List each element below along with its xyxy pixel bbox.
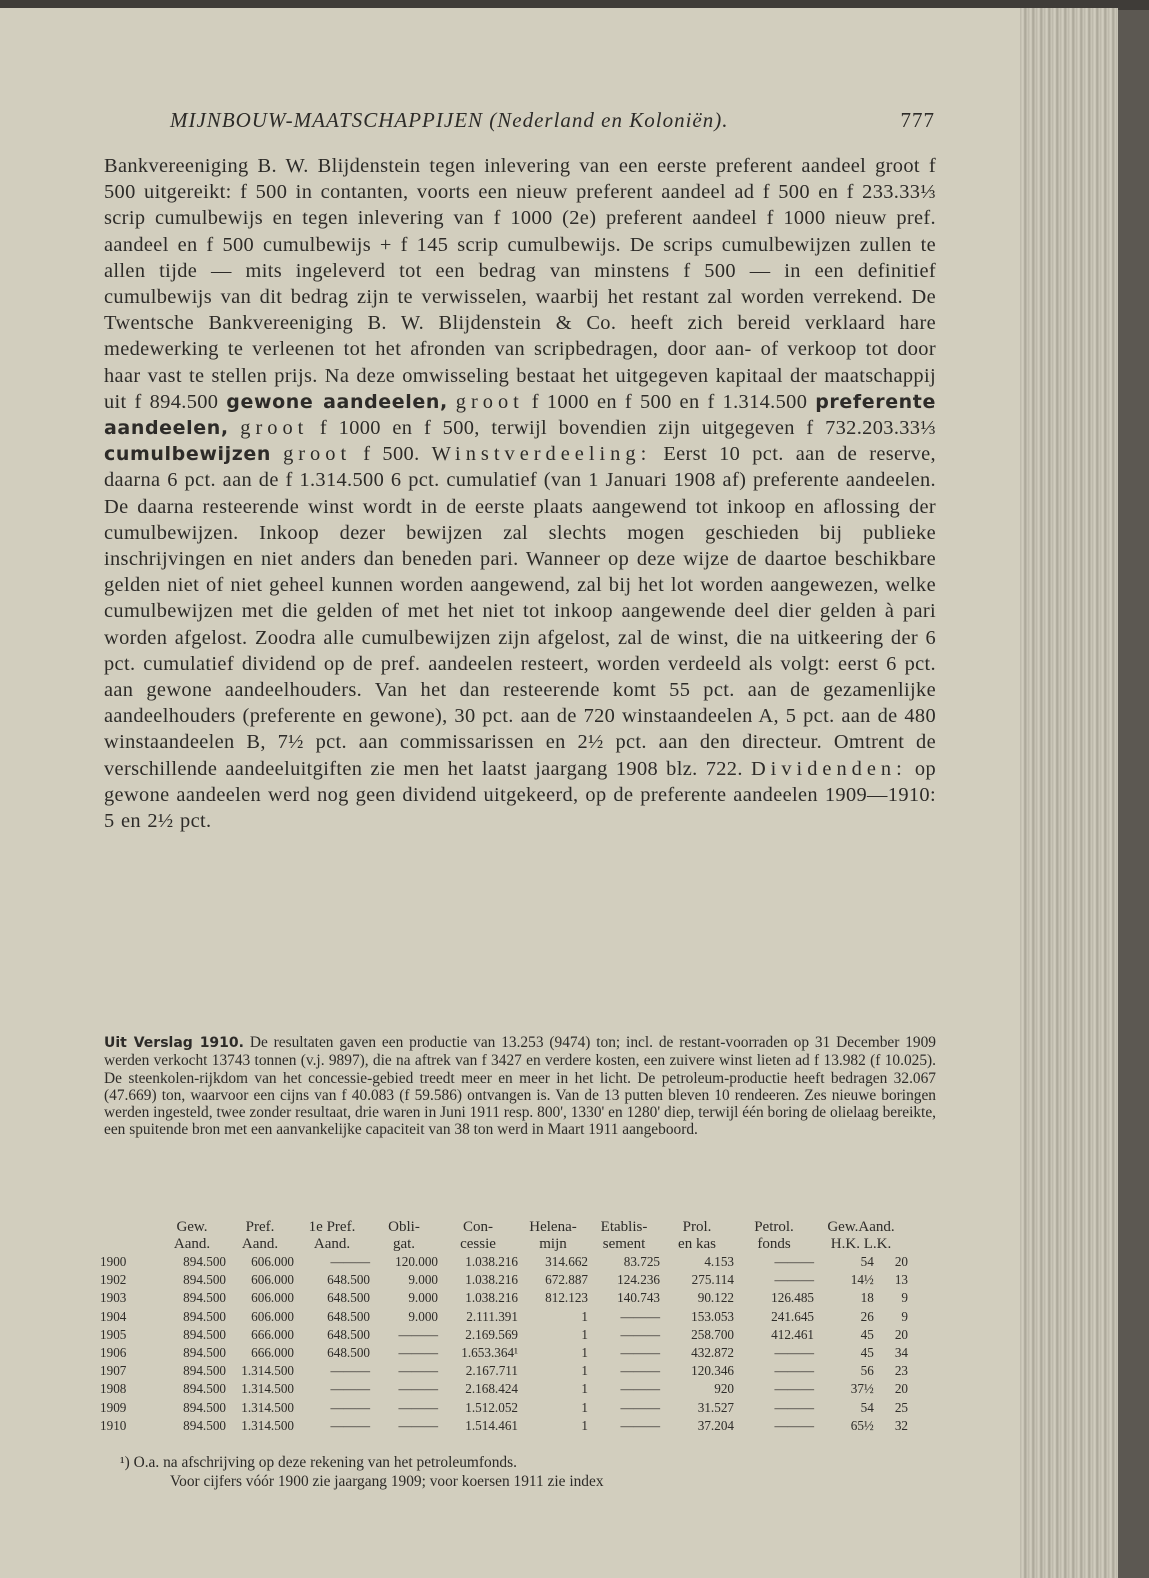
- body-text-5: Eerst 10 pct. aan de reserve, daarna 6 pct. aan de f 1.314.500 6 pct. cumulatief (van 1 Januari 1908 af) preferente aandeelen. De daarna resteerende winst wordt in de eerste plaats aangewend tot inkoop en aflossing der cumulbewijzen. Inkoop dezer bewijzen zal slechts mogen geschieden bij publieke inschrijvingen en niet anders dan beneden pari. Wanneer op deze wijze de daartoe beschikbare gelden niet of niet geheel kunnen worden aangewend, zal bij het lot worden aangewezen, welke cumulbewijzen met die gelden of met het niet tot inkoop aangewende deel dier gelden à pari worden afgelost. Zoodra alle cumulbewijzen zijn afgelost, zal de winst, die na uitkeering der 6 pct. cumulatief dividend op de pref. aandeelen resteert, worden verdeeld als volgt: eerst 6 pct. aan gewone aandeelhouders. Van het dan resteerende komt 55 pct. aan de gezamenlijke aandeelhouders (preferente en gewone), 30 pct. aan de 720 winstaandeelen A, 5 pct. aan de 480 winstaandeelen B, 7½ pct. aan commissarissen en 2½ pct. aan den directeur. Omtrent de verschillende aandeeluitgiften zie men het laatst jaargang 1908 blz. 722.: [104, 443, 936, 780]
- table-row: [100, 1417, 908, 1435]
- table-row: [100, 1362, 908, 1380]
- report-paragraph: [104, 1034, 936, 1139]
- table-cell: 54: [860, 1399, 874, 1415]
- table-cell: 1.653.364¹: [461, 1345, 518, 1361]
- table-cell: 1: [581, 1363, 588, 1379]
- table-cell: ———: [330, 1417, 370, 1433]
- table-cell: 18: [860, 1290, 874, 1306]
- main-paragraph: [104, 153, 936, 834]
- table-cell: 9: [901, 1308, 908, 1324]
- table-cell-year: 1905: [100, 1326, 127, 1342]
- bold-term-gewone: gewone aandeelen,: [226, 390, 448, 413]
- table-cell-year: 1908: [100, 1381, 127, 1397]
- report-text: De resultaten gaven een productie van 13.253 (9474) ton; incl. de restant-voorraden op 31 December 1909 werden verkocht 13743 tonnen (v.j. 9897), die na aftrek van f 3427 en verdere kosten, een zuivere winst lieten ad f 13.982 (f 10.025). De steenkolen-rijkdom van het concessie-gebied treedt meer en meer in het licht. De petroleum-productie heeft bedragen 32.067 (47.669) ton, waarvoor een cijns van f 40.083 (f 59.586) ontvangen is. Van de 13 putten bleven 10 rendeeren. Zes nieuwe boringen werden ingesteld, twee zonder resultaat, drie waren in Juni 1911 resp. 800', 1330' en 1280' diep, terwijl één boring de olielaag bereikte, een spuitende bron met een aanvankelijke capaciteit van 38 ton werd in Maart 1911 aangeboord.: [104, 1034, 936, 1139]
- table-cell: ———: [620, 1308, 660, 1324]
- table-cell: 894.500: [183, 1272, 226, 1288]
- table-cell: 32: [894, 1417, 908, 1433]
- table-cell: 20: [894, 1326, 908, 1342]
- table-cell: 120.346: [691, 1363, 734, 1379]
- table-cell: ———: [330, 1254, 370, 1269]
- table-cell: ———: [774, 1417, 814, 1433]
- table-row: [100, 1308, 908, 1326]
- table-cell: 894.500: [183, 1308, 226, 1324]
- table-cell: 648.500: [327, 1272, 370, 1288]
- table-cell: 432.872: [691, 1345, 734, 1361]
- page-content: [0, 8, 1020, 1578]
- table-cell-year: 1902: [100, 1272, 127, 1288]
- table-cell: 894.500: [183, 1381, 226, 1397]
- table-cell: 1.314.500: [241, 1381, 294, 1397]
- table-cell: 1: [581, 1399, 588, 1415]
- table-cell: 26: [860, 1308, 874, 1324]
- table-cell: 894.500: [183, 1399, 226, 1415]
- table-cell: 894.500: [183, 1417, 226, 1433]
- table-cell: 56: [860, 1363, 874, 1379]
- table-cell: ———: [398, 1326, 438, 1342]
- table-cell: ———: [330, 1381, 370, 1397]
- body-text-1: Bankvereeniging B. W. Blijdenstein tegen inlevering van een eerste preferent aandeel groot f 500 uitgereikt: f 500 in contanten, voorts een nieuw preferent aandeel ad f 500 en f 233.33⅓ scrip cumulbewijs en tegen inlevering van f 1000 (2e) preferent aandeel f 1000 nieuw pref. aandeel en f 500 cumulbewijs + f 145 scrip cumulbewijs. De scrips cumulbewijzen zullen te allen tijde — mits ingeleverd tot een bedrag van minstens f 500 — in een definitief cumulbewijs van dit bedrag zijn te verwisselen, waarbij het restant zal worden verrekend. De Twentsche Bankvereeniging B. W. Blijdenstein & Co. heeft zich bereid verklaard hare medewerking te verleenen tot het afronden van scripbedragen, door aan- of verkoop tot door haar vast te stellen prijs. Na deze omwisseling bestaat het uitgegeven kapitaal der maatschappij uit f 894.500: [104, 155, 936, 413]
- table-cell: 120.000: [395, 1254, 438, 1269]
- table-cell: 14½: [850, 1272, 874, 1288]
- table-cell: 412.461: [771, 1326, 814, 1342]
- table-row: [100, 1344, 908, 1362]
- table-header-row: [100, 1219, 908, 1253]
- table-cell: 1.038.216: [465, 1272, 518, 1288]
- table-cell: 1.314.500: [241, 1363, 294, 1379]
- table-cell: 1: [581, 1381, 588, 1397]
- table-cell: 275.114: [691, 1272, 734, 1288]
- table-cell: 37½: [850, 1381, 874, 1397]
- table-cell: 23: [894, 1363, 908, 1379]
- table-cell: 1.038.216: [465, 1254, 518, 1269]
- table-cell: 2.111.391: [466, 1308, 518, 1324]
- table-cell: 1.512.052: [465, 1399, 518, 1415]
- table-cell: 894.500: [183, 1363, 226, 1379]
- table-cell: ———: [774, 1272, 814, 1288]
- table-cell: ———: [620, 1381, 660, 1397]
- table-cell: ———: [774, 1363, 814, 1379]
- table-row: [100, 1399, 908, 1417]
- table-cell: ———: [398, 1363, 438, 1379]
- table-cell: 894.500: [183, 1290, 226, 1306]
- table-cell-year: 1910: [100, 1417, 127, 1433]
- th-pref-aand: Pref. Aand.: [241, 1219, 279, 1252]
- table-cell: 648.500: [327, 1326, 370, 1342]
- table-cell: 45: [860, 1326, 874, 1342]
- table-cell: 4.153: [704, 1254, 734, 1269]
- table-cell: 606.000: [251, 1308, 294, 1324]
- spaced-groot-2: groot: [240, 417, 309, 440]
- report-heading: Uit Verslag 1910.: [104, 1035, 244, 1051]
- table-cell: 37.204: [697, 1417, 734, 1433]
- table-cell: 2.167.711: [465, 1363, 518, 1379]
- table-cell: 648.500: [327, 1290, 370, 1306]
- table-cell: 258.700: [691, 1326, 734, 1342]
- table-cell-year: 1906: [100, 1345, 127, 1361]
- table-cell: ———: [330, 1399, 370, 1415]
- page-stack-edge: [1020, 8, 1118, 1578]
- table-cell: 124.236: [617, 1272, 660, 1288]
- footnote-2: Voor cijfers vóór 1900 zie jaargang 1909; voor koersen 1911 zie index: [170, 1473, 604, 1490]
- table-cell: ———: [620, 1345, 660, 1361]
- th-year: [100, 1219, 158, 1253]
- table-cell: 1.514.461: [465, 1417, 518, 1433]
- body-text-3: f 1000 en f 500, terwijl bovendien zijn uitgegeven f 732.203.33⅓: [319, 417, 936, 440]
- table-row: [100, 1271, 908, 1289]
- table-cell: 1: [581, 1326, 588, 1342]
- table-cell: 666.000: [251, 1326, 294, 1342]
- th-etablissement: Etablis- sement: [600, 1219, 648, 1252]
- table-cell: 894.500: [183, 1345, 226, 1361]
- financial-table: [100, 1219, 908, 1435]
- table-cell: ———: [398, 1345, 438, 1361]
- table-cell: 140.743: [617, 1290, 660, 1306]
- table-cell: 606.000: [251, 1290, 294, 1306]
- bold-term-cumulbewijzen: cumulbewijzen: [104, 443, 271, 466]
- table-row: [100, 1253, 908, 1271]
- table-cell: 20: [894, 1254, 908, 1269]
- table-cell: 672.887: [545, 1272, 588, 1288]
- table-cell: 648.500: [327, 1308, 370, 1324]
- table-cell-year: 1909: [100, 1399, 127, 1415]
- table-cell: ———: [620, 1326, 660, 1342]
- table-cell: ———: [398, 1399, 438, 1415]
- table-cell: 9.000: [408, 1272, 438, 1288]
- page-number: 777: [900, 108, 935, 132]
- table-cell: 1.038.216: [465, 1290, 518, 1306]
- th-petrol-fonds: Petrol. fonds: [754, 1219, 794, 1252]
- table-cell: 894.500: [183, 1254, 226, 1269]
- table-cell: 1.314.500: [241, 1399, 294, 1415]
- bold-term-preferente: preferente aandeelen,: [104, 390, 936, 440]
- table-cell: 9: [901, 1290, 908, 1306]
- table-cell: 648.500: [327, 1345, 370, 1361]
- body-text-2: f 1000 en f 500 en f 1.314.500: [531, 390, 808, 413]
- body-text-6: op gewone aandeelen werd nog geen dividend uitgekeerd, op de preferente aandeelen 1909—1910: 5 en 2½ pct.: [104, 757, 936, 833]
- table-cell: 25: [894, 1399, 908, 1415]
- table-cell: 1.314.500: [241, 1417, 294, 1433]
- table-cell: 90.122: [697, 1290, 734, 1306]
- table-cell: 31.527: [697, 1399, 734, 1415]
- table-row: [100, 1326, 908, 1344]
- table-cell: ———: [398, 1417, 438, 1433]
- table-cell: 1: [581, 1308, 588, 1324]
- table-cell: ———: [330, 1363, 370, 1379]
- table-cell: 812.123: [545, 1290, 588, 1306]
- table-cell: ———: [774, 1399, 814, 1415]
- table-cell-year: 1900: [100, 1254, 127, 1269]
- table-cell-year: 1907: [100, 1363, 127, 1379]
- table-body: [100, 1253, 908, 1435]
- table-cell: 20: [894, 1381, 908, 1397]
- table-row: [100, 1380, 908, 1398]
- table-cell-year: 1904: [100, 1308, 127, 1324]
- th-gew-aand: Gew. Aand.: [173, 1219, 211, 1252]
- table-cell: 666.000: [251, 1345, 294, 1361]
- table-cell: 9.000: [408, 1308, 438, 1324]
- table-cell: 606.000: [251, 1272, 294, 1288]
- table-cell: 606.000: [251, 1254, 294, 1269]
- table-cell: 314.662: [545, 1254, 588, 1269]
- table-cell: ———: [398, 1381, 438, 1397]
- table-cell: 54: [860, 1254, 874, 1269]
- spaced-groot-3: groot: [283, 443, 352, 466]
- table-cell: 83.725: [623, 1254, 660, 1269]
- th-obligat: Obli- gat.: [388, 1219, 420, 1252]
- table-cell: ———: [620, 1417, 660, 1433]
- spaced-winstverdeeling: Winstverdeeling:: [431, 443, 652, 466]
- table-cell: 45: [860, 1345, 874, 1361]
- table-cell: 153.053: [691, 1308, 734, 1324]
- table-cell-year: 1903: [100, 1290, 127, 1306]
- table-cell: 13: [894, 1272, 908, 1288]
- th-1e-pref-aand: 1e Pref. Aand.: [308, 1219, 356, 1252]
- table-cell: 34: [894, 1345, 908, 1361]
- th-gew-aand-hk-lk: Gew.Aand. H.K. L.K.: [827, 1219, 895, 1252]
- body-text-4: f 500.: [363, 443, 420, 466]
- table-cell: 126.485: [771, 1290, 814, 1306]
- table-cell: ———: [620, 1399, 660, 1415]
- table-cell: 65½: [850, 1417, 874, 1433]
- table-cell: 920: [714, 1381, 734, 1397]
- table-cell: 1: [581, 1345, 588, 1361]
- table-row: [100, 1289, 908, 1307]
- th-prol-en-kas: Prol. en kas: [678, 1219, 716, 1252]
- running-head: [170, 108, 935, 133]
- table-cell: ———: [620, 1363, 660, 1379]
- table-cell: 894.500: [183, 1326, 226, 1342]
- book-page: [0, 8, 1118, 1578]
- table-cell: 2.169.569: [465, 1326, 518, 1342]
- footnote-1: ¹) O.a. na afschrijving op deze rekening van het petroleumfonds.: [120, 1454, 517, 1471]
- spaced-dividenden: Dividenden:: [750, 757, 907, 780]
- th-helena-mijn: Helena- mijn: [529, 1219, 577, 1252]
- table-cell: ———: [774, 1254, 814, 1269]
- running-head-title: MIJNBOUW-MAATSCHAPPIJEN (Nederland en Koloniën).: [170, 108, 729, 132]
- table-cell: 1: [581, 1417, 588, 1433]
- table-cell: 241.645: [771, 1308, 814, 1324]
- table-cell: 9.000: [408, 1290, 438, 1306]
- table-cell: ———: [774, 1345, 814, 1361]
- table-cell: ———: [774, 1381, 814, 1397]
- th-concessie: Con- cessie: [460, 1219, 496, 1252]
- spaced-groot-1: groot: [455, 390, 524, 413]
- table-cell: 2.168.424: [465, 1381, 518, 1397]
